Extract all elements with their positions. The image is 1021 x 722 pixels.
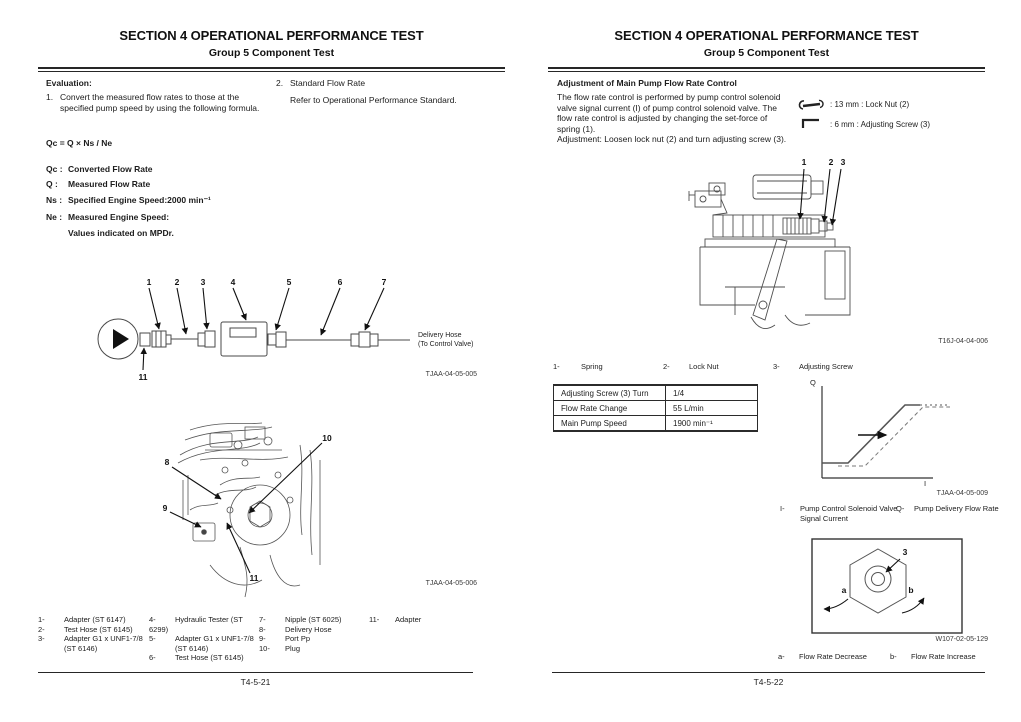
footer-rule [552,672,985,673]
legend-label: Pump Delivery Flow Rate [914,504,999,513]
section-paragraph-2: Adjustment: Loosen lock nut (2) and turn adjusting screw (3). [557,134,787,145]
legend-label: Flow Rate Decrease [799,652,867,661]
callout-2: 2 [174,277,180,287]
legend-label: Flow Rate Increase [911,652,976,661]
list-item-number: 2. [276,78,284,88]
table-cell: 1900 min⁻¹ [666,416,758,432]
callout-11b: 11 [249,573,259,583]
page-title: SECTION 4 OPERATIONAL PERFORMANCE TEST [119,28,424,43]
tool-note-locknut: : 13 mm : Lock Nut (2) [830,100,910,109]
pump-section-diagram [665,155,1000,355]
callout-5: 5 [286,277,292,287]
hex-screw-figure [810,537,966,637]
page-left [0,0,510,722]
part-number: 9- [259,634,266,644]
legend-number: Q- [896,504,905,513]
part-label: Plug [285,643,301,653]
section-heading: Adjustment of Main Pump Flow Rate Control [557,78,737,88]
callout-1: 1 [801,157,807,167]
header-rule [548,67,985,72]
part-label: Adapter (ST 6147) [64,615,126,624]
legend-label: Adjusting Screw [799,362,853,371]
part-label: Delivery Hose [285,624,332,634]
part-number: 2- [38,624,45,634]
callout-6: 6 [337,277,343,287]
pump-section-figure [665,155,1000,355]
parts-legend-col4 [369,615,469,625]
footer-rule [38,672,473,673]
header-rule [38,67,505,72]
part-label: Adapter G1 x UNF1-7/8 [64,634,143,644]
part-label: Adapter G1 x UNF1-7/8 [175,634,254,644]
legend-number: a- [778,652,785,661]
definition-term: Qc : [46,164,63,174]
delivery-hose-label2: (To Control Valve) [418,341,474,348]
figure-code: W107-02-05-129 [935,636,988,643]
y-axis-label: Q [810,378,816,387]
definition-term: Q : [46,179,58,189]
list-item-number: 1. [46,92,54,102]
part-number: 8- [259,624,266,634]
definition-note: Values indicated on MPDr. [68,228,174,238]
part-label-cont: (ST 6146) [175,643,209,653]
definition-desc: Measured Flow Rate [68,179,151,189]
legend-label: Spring [581,362,603,371]
part-number: 4- [149,615,156,624]
callout-3: 3 [840,157,846,167]
part-number: 1- [38,615,45,624]
figure-code: T16J-04-04-006 [938,338,988,345]
part-label: Hydraulic Tester (ST 6299) [149,615,243,634]
part-label: Nipple (ST 6025) [285,615,342,624]
legend-label2: Signal Current [800,514,848,523]
group-subtitle: Group 5 Component Test [208,47,335,59]
legend-number: 1- [553,362,560,371]
table-cell: Flow Rate Change [554,401,666,416]
evaluation-item-1: Convert the measured flow rates to those at the specified pump speed by using the following formula. [60,92,260,113]
page-title: SECTION 4 OPERATIONAL PERFORMANCE TEST [614,28,919,43]
delivery-hose-label: Delivery Hose [418,332,462,339]
callout-4: 4 [230,277,236,287]
legend-number: 2- [663,362,670,371]
adjustment-spec-table [553,384,758,432]
callout-2: 2 [828,157,834,167]
wrench-icon [798,99,826,111]
figure-code: TJAA-04-05-006 [425,580,477,587]
flow-chart-plot [780,378,990,493]
direction-a-label: a [841,585,847,595]
definition-desc: Specified Engine Speed:2000 min⁻¹ [68,195,211,205]
legend-label: Pump Control Solenoid Valve [800,504,898,513]
part-number: 6- [149,653,156,663]
callout-10: 10 [322,433,332,443]
part-number: 11- [369,615,380,624]
part-label: Adapter [395,615,422,624]
part-number: 7- [259,615,266,624]
part-label-cont: (ST 6146) [64,643,98,653]
part-number: 3- [38,634,45,644]
table-cell: 1/4 [666,385,758,401]
part-label: Port Pp [285,634,311,644]
parts-legend-col3 [259,615,359,653]
part-number: 10- [259,643,270,653]
table-cell: Main Pump Speed [554,416,666,432]
table-cell: 55 L/min [666,401,758,416]
parts-legend-col2 [149,615,259,663]
callout-11: 11 [138,372,148,382]
part-number: 5- [149,634,156,644]
legend-number: b- [890,652,897,661]
callout-3: 3 [902,547,908,557]
legend-number: I- [780,504,785,513]
section-paragraph-1: The flow rate control is performed by pump control solenoid valve signal current (I) of pump control solenoid valve. The flow rate control is adjusted by changing the set-force of spring (1). [557,92,781,134]
definition-term: Ne : [46,212,63,222]
group-subtitle: Group 5 Component Test [703,47,830,59]
x-axis-label: I [924,479,927,488]
hex-screw-diagram [810,537,966,637]
callout-1: 1 [146,277,152,287]
table-cell: Adjusting Screw (3) Turn [554,385,666,401]
figure-code: TJAA-04-05-005 [425,371,477,378]
callout-3: 3 [200,277,206,287]
hex-key-icon [800,117,822,130]
callout-9: 9 [162,503,168,513]
callout-8: 8 [164,457,170,467]
parts-legend-col1 [38,615,148,653]
definition-desc: Converted Flow Rate [68,164,153,174]
page-right [510,0,1021,722]
tool-note-adjusting-screw: : 6 mm : Adjusting Screw (3) [830,120,931,129]
part-label: Test Hose (ST 6145) [175,653,244,663]
direction-b-label: b [908,585,914,595]
definition-term: Ns : [46,195,63,205]
legend-label: Lock Nut [689,362,719,371]
page-number: T4-5-21 [240,677,271,687]
legend-number: 3- [773,362,780,371]
evaluation-heading: Evaluation: [46,78,92,88]
page-number: T4-5-22 [753,677,784,687]
callout-7: 7 [381,277,387,287]
evaluation-item-2-body: Refer to Operational Performance Standard. [290,95,457,105]
formula: Qc = Q × Ns / Ne [46,138,113,148]
figure-code: TJAA-04-05-009 [936,490,988,497]
evaluation-item-2-title: Standard Flow Rate [290,78,366,88]
part-label: Test Hose (ST 6145) [64,624,133,634]
flow-rate-chart [780,378,990,493]
definition-desc: Measured Engine Speed: [68,212,170,222]
